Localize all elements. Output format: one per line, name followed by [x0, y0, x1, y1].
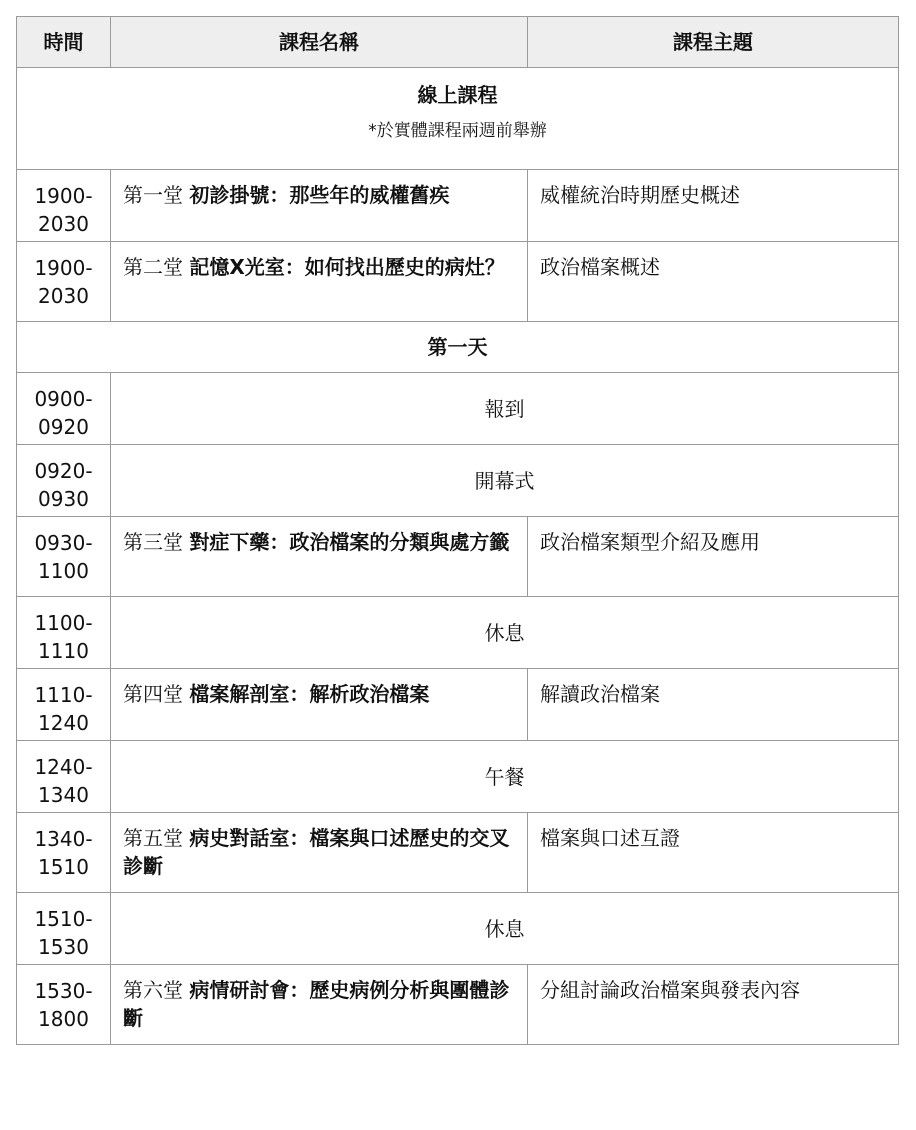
time-start: 0900- 0920 [34, 387, 93, 439]
table-row [17, 242, 899, 322]
lesson-title: 對症下藥：政治檔案的分類與處方籤 [189, 530, 510, 554]
lesson-number: 第五堂 [123, 826, 183, 850]
lesson-number: 第三堂 [123, 530, 183, 554]
table-row [17, 597, 899, 669]
event-cell: 開幕式 [111, 445, 899, 517]
time-start: 1900- 2030 [34, 256, 93, 308]
lesson-title: 檔案解剖室：解析政治檔案 [189, 682, 430, 706]
lesson-title: 初診掛號：那些年的威權舊疾 [189, 183, 450, 207]
table-row [17, 373, 899, 445]
online-title: 線上課程 [417, 83, 498, 107]
header-time: 時間 [17, 17, 111, 68]
header-topic: 課程主題 [528, 17, 899, 68]
lesson-name-cell [111, 813, 528, 893]
time-start: 1530- 1800 [34, 979, 93, 1031]
time-start: 1510- 1530 [34, 907, 93, 959]
lesson-number: 第六堂 [123, 978, 183, 1002]
online-section-row [17, 68, 899, 170]
table-row [17, 741, 899, 813]
event-cell: 休息 [111, 597, 899, 669]
lesson-title: 病史對話室：檔案與口述歷史的交叉診斷 [123, 826, 510, 878]
time-start: 1240- 1340 [34, 755, 93, 807]
lesson-number: 第四堂 [123, 682, 183, 706]
table-row [17, 965, 899, 1045]
table-row [17, 669, 899, 741]
time-start: 1340- 1510 [34, 827, 93, 879]
event-cell: 報到 [111, 373, 899, 445]
lesson-title: 記憶X光室：如何找出歷史的病灶？ [189, 255, 505, 279]
header-row [17, 17, 899, 68]
table-row [17, 445, 899, 517]
time-cell [17, 373, 111, 445]
table-row [17, 893, 899, 965]
time-cell [17, 242, 111, 322]
lesson-name-cell [111, 170, 528, 242]
lesson-topic-cell: 政治檔案概述 [528, 242, 899, 322]
lesson-name-cell [111, 669, 528, 741]
time-start: 1900- 2030 [34, 184, 93, 236]
lesson-number: 第二堂 [123, 255, 183, 279]
table-row [17, 170, 899, 242]
time-cell [17, 741, 111, 813]
day1-heading: 第一天 [17, 322, 899, 373]
time-start: 0920- 0930 [34, 459, 93, 511]
header-name: 課程名稱 [111, 17, 528, 68]
lesson-name-cell [111, 965, 528, 1045]
day1-section-row [17, 322, 899, 373]
lesson-name-cell [111, 517, 528, 597]
lesson-topic-cell: 檔案與口述互證 [528, 813, 899, 893]
time-cell [17, 965, 111, 1045]
time-cell [17, 893, 111, 965]
lesson-topic-cell: 威權統治時期歷史概述 [528, 170, 899, 242]
online-note: *於實體課程兩週前舉辦 [368, 121, 547, 141]
table-row [17, 813, 899, 893]
time-cell [17, 597, 111, 669]
event-cell: 休息 [111, 893, 899, 965]
lesson-topic-cell: 分組討論政治檔案與發表內容 [528, 965, 899, 1045]
lesson-topic-cell: 政治檔案類型介紹及應用 [528, 517, 899, 597]
time-cell [17, 813, 111, 893]
table-row [17, 517, 899, 597]
time-start: 1100- 1110 [34, 611, 93, 663]
time-cell [17, 445, 111, 517]
online-section [17, 68, 899, 170]
lesson-title: 病情研討會：歷史病例分析與團體診斷 [123, 978, 510, 1030]
time-cell [17, 517, 111, 597]
time-cell [17, 170, 111, 242]
time-cell [17, 669, 111, 741]
time-start: 0930- 1100 [34, 531, 93, 583]
lesson-topic-cell: 解讀政治檔案 [528, 669, 899, 741]
event-cell: 午餐 [111, 741, 899, 813]
lesson-name-cell [111, 242, 528, 322]
time-start: 1110- 1240 [34, 683, 93, 735]
schedule-table [16, 16, 899, 1045]
lesson-number: 第一堂 [123, 183, 183, 207]
